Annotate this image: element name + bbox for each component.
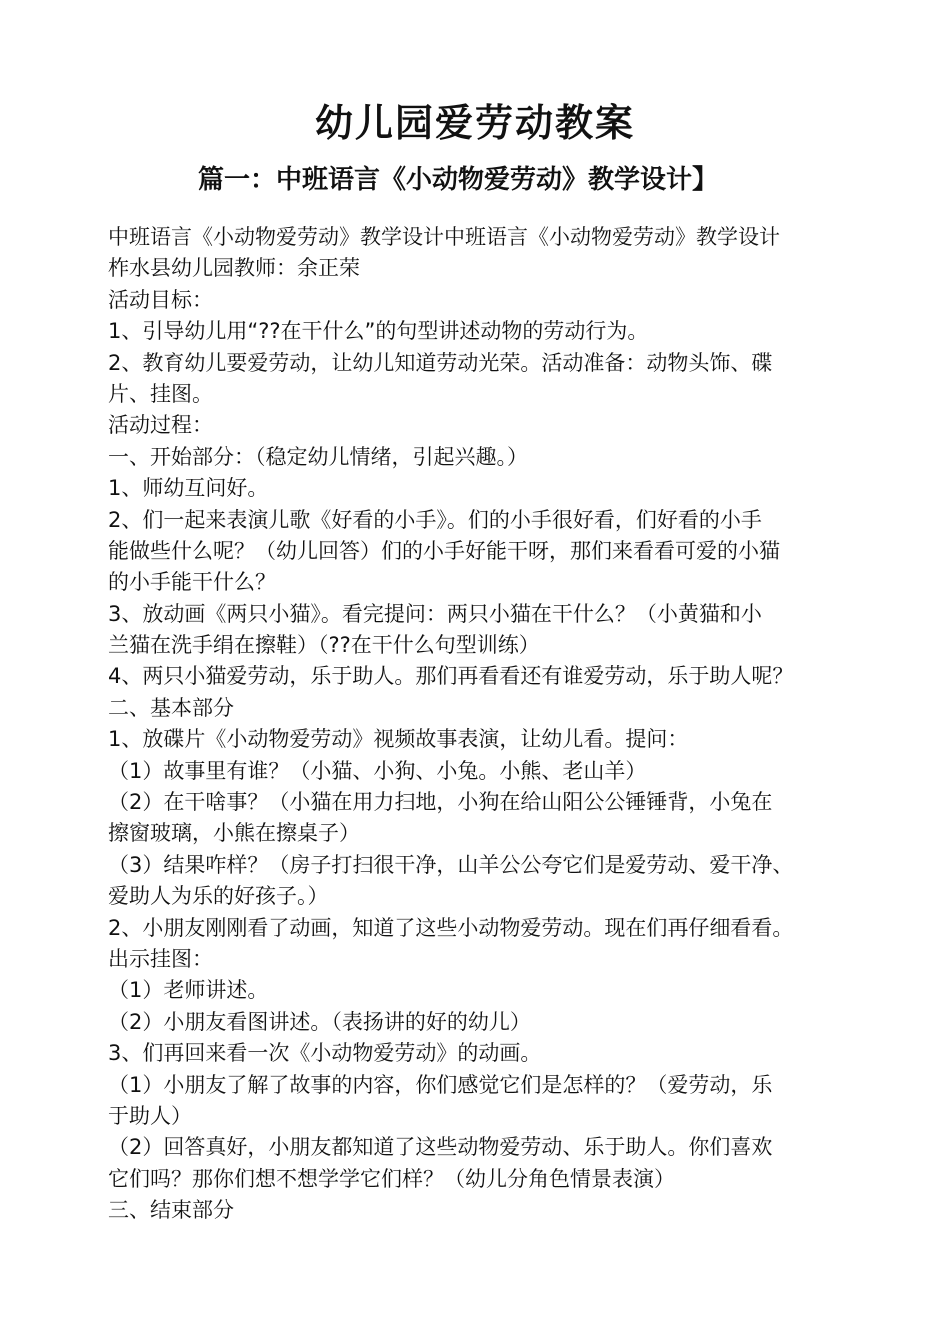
text-line: 2、们一起来表演儿歌《好看的小手》。们的小手很好看，们好看的小手 — [108, 507, 762, 532]
text-line: 能做些什么呢？（幼儿回答）们的小手好能干呀，那们来看看可爱的小猫 — [108, 538, 780, 563]
text-line: 爱助人为乐的好孩子。） — [108, 884, 329, 909]
text-line: 2、小朋友刚刚看了动画，知道了这些小动物爱劳动。现在们再仔细看看。 — [108, 915, 794, 940]
document-subtitle: 篇一：中班语言《小动物爱劳动》教学设计】 — [198, 165, 719, 195]
text-line: 1、放碟片《小动物爱劳动》视频故事表演，让幼儿看。提问： — [108, 727, 689, 752]
text-line: （1）老师讲述。 — [108, 978, 269, 1003]
text-line: （2）在干啥事？（小猫在用力扫地，小狗在给山阳公公锤锤背，小兔在 — [108, 790, 773, 815]
text-line: 它们吗？那你们想不想学学它们样？（幼儿分角色情景表演） — [108, 1166, 675, 1191]
text-line: 二、基本部分 — [108, 695, 234, 720]
text-line: 1、师幼互问好。 — [108, 476, 269, 501]
text-line: 擦窗玻璃，小熊在擦桌子） — [108, 821, 360, 846]
text-line: 4、两只小猫爱劳动，乐于助人。那们再看看还有谁爱劳动，乐于助人呢？ — [108, 664, 794, 689]
text-line: （1）故事里有谁？（小猫、小狗、小兔。小熊、老山羊） — [108, 758, 647, 783]
document-title: 幼儿园爱劳动教案 — [314, 100, 635, 145]
text-line: （2）小朋友看图讲述。（表扬讲的好的幼儿） — [108, 1009, 531, 1034]
text-line: 2、教育幼儿要爱劳动，让幼儿知道劳动光荣。活动准备：动物头饰、碟 — [108, 350, 773, 375]
text-line: （2）回答真好，小朋友都知道了这些动物爱劳动、乐于助人。你们喜欢 — [108, 1135, 773, 1160]
text-line: 中班语言《小动物爱劳动》教学设计中班语言《小动物爱劳动》教学设计 — [108, 225, 780, 249]
text-line: 于助人） — [108, 1103, 192, 1128]
document-body — [108, 222, 868, 1227]
text-line: （3）结果咋样？（房子打扫很干净，山羊公公夸它们是爱劳动、爱干净、 — [108, 852, 794, 877]
text-line: 活动目标： — [108, 287, 213, 312]
text-line: 柞水县幼儿园教师：余正荣 — [108, 256, 360, 281]
text-line: 1、引导幼儿用“??在干什么”的句型讲述动物的劳动行为。 — [108, 319, 649, 344]
text-line: 3、们再回来看一次《小动物爱劳动》的动画。 — [108, 1041, 542, 1066]
text-line: （1）小朋友了解了故事的内容，你们感觉它们是怎样的？（爱劳动，乐 — [108, 1072, 773, 1097]
text-line: 出示挂图： — [108, 946, 213, 971]
text-line: 一、开始部分：（稳定幼儿情绪，引起兴趣。） — [108, 444, 528, 469]
text-line: 3、放动画《两只小猫》。看完提问：两只小猫在干什么？（小黄猫和小 — [108, 601, 762, 626]
text-line: 的小手能干什么？ — [108, 570, 276, 595]
text-line: 活动过程： — [108, 413, 213, 438]
text-line: 兰猫在洗手绢在擦鞋）（??在干什么句型训练） — [108, 633, 540, 658]
text-line: 片、挂图。 — [108, 381, 213, 406]
text-line: 三、结束部分 — [108, 1198, 234, 1223]
